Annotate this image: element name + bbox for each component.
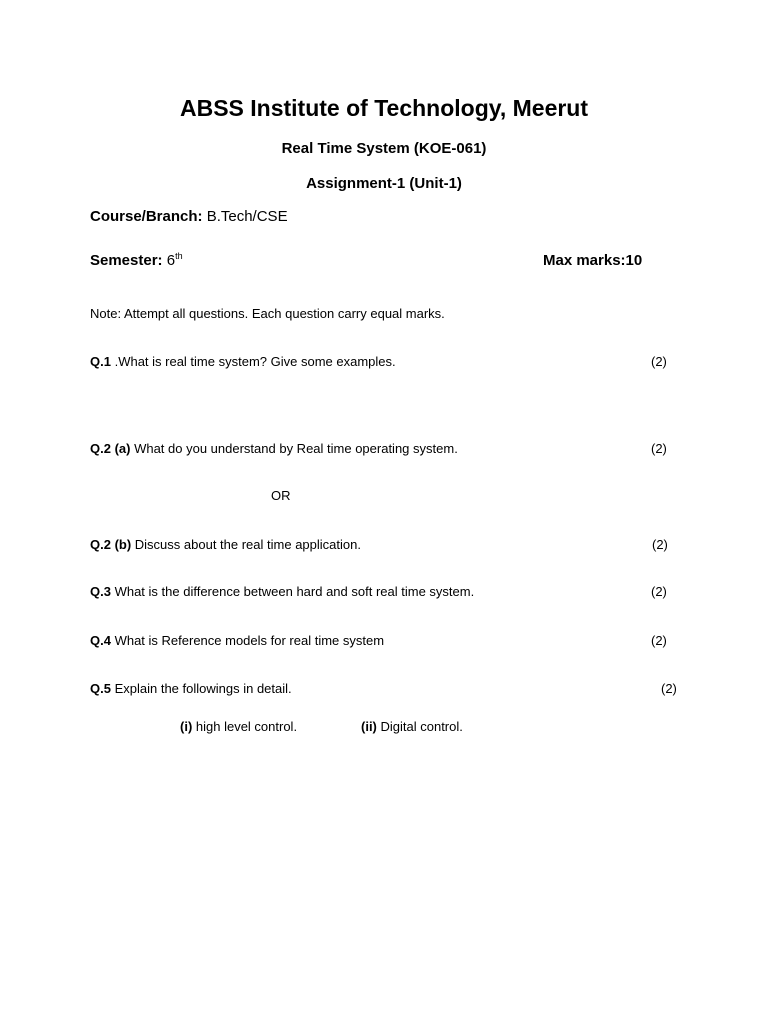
question-3 xyxy=(90,584,474,599)
course-value: B.Tech/CSE xyxy=(206,208,288,225)
question-2b-marks: (2) xyxy=(652,537,668,552)
course-label: Course/Branch: xyxy=(90,208,203,225)
question-text: What is Reference models for real time system xyxy=(110,633,385,648)
question-text: .What is real time system? Give some examples. xyxy=(110,354,396,369)
sub-item-i xyxy=(180,719,297,734)
question-text: What is the difference between hard and soft real time system. xyxy=(110,584,475,599)
sub-item-number: (ii) xyxy=(361,719,377,734)
institute-title: ABSS Institute of Technology, Meerut xyxy=(179,95,589,121)
question-5-marks: (2) xyxy=(661,681,677,696)
sub-item-number: (i) xyxy=(180,719,193,734)
or-separator: OR xyxy=(271,488,291,503)
semester-suffix: th xyxy=(175,251,183,261)
sub-item-text: Digital control. xyxy=(376,719,463,734)
question-2a xyxy=(90,441,458,456)
question-text: Discuss about the real time application. xyxy=(131,537,361,552)
subject-title: Real Time System (KOE-061) xyxy=(281,140,487,157)
sub-item-text: high level control. xyxy=(192,719,298,734)
question-3-marks: (2) xyxy=(651,584,667,599)
question-5 xyxy=(90,681,292,696)
question-number: Q.2 (b) xyxy=(90,537,132,552)
max-marks: Max marks:10 xyxy=(543,252,643,269)
course-branch xyxy=(90,208,288,225)
semester-value: 6 xyxy=(166,252,176,269)
question-2a-marks: (2) xyxy=(651,441,667,456)
note: Note: Attempt all questions. Each question carry equal marks. xyxy=(90,306,445,321)
question-4 xyxy=(90,633,384,648)
question-number: Q.2 (a) xyxy=(90,441,131,456)
question-text: What do you understand by Real time operating system. xyxy=(130,441,458,456)
question-text: Explain the followings in detail. xyxy=(110,681,292,696)
semester-label: Semester: xyxy=(90,252,163,269)
question-1 xyxy=(90,354,396,369)
assignment-title: Assignment-1 (Unit-1) xyxy=(306,175,462,192)
sub-item-ii xyxy=(361,719,463,734)
question-2b xyxy=(90,537,361,552)
question-4-marks: (2) xyxy=(651,633,667,648)
question-number: Q.4 xyxy=(90,633,111,648)
question-number: Q.3 xyxy=(90,584,111,599)
question-number: Q.1 xyxy=(90,354,111,369)
semester xyxy=(90,252,183,269)
question-number: Q.5 xyxy=(90,681,111,696)
question-1-marks: (2) xyxy=(651,354,667,369)
